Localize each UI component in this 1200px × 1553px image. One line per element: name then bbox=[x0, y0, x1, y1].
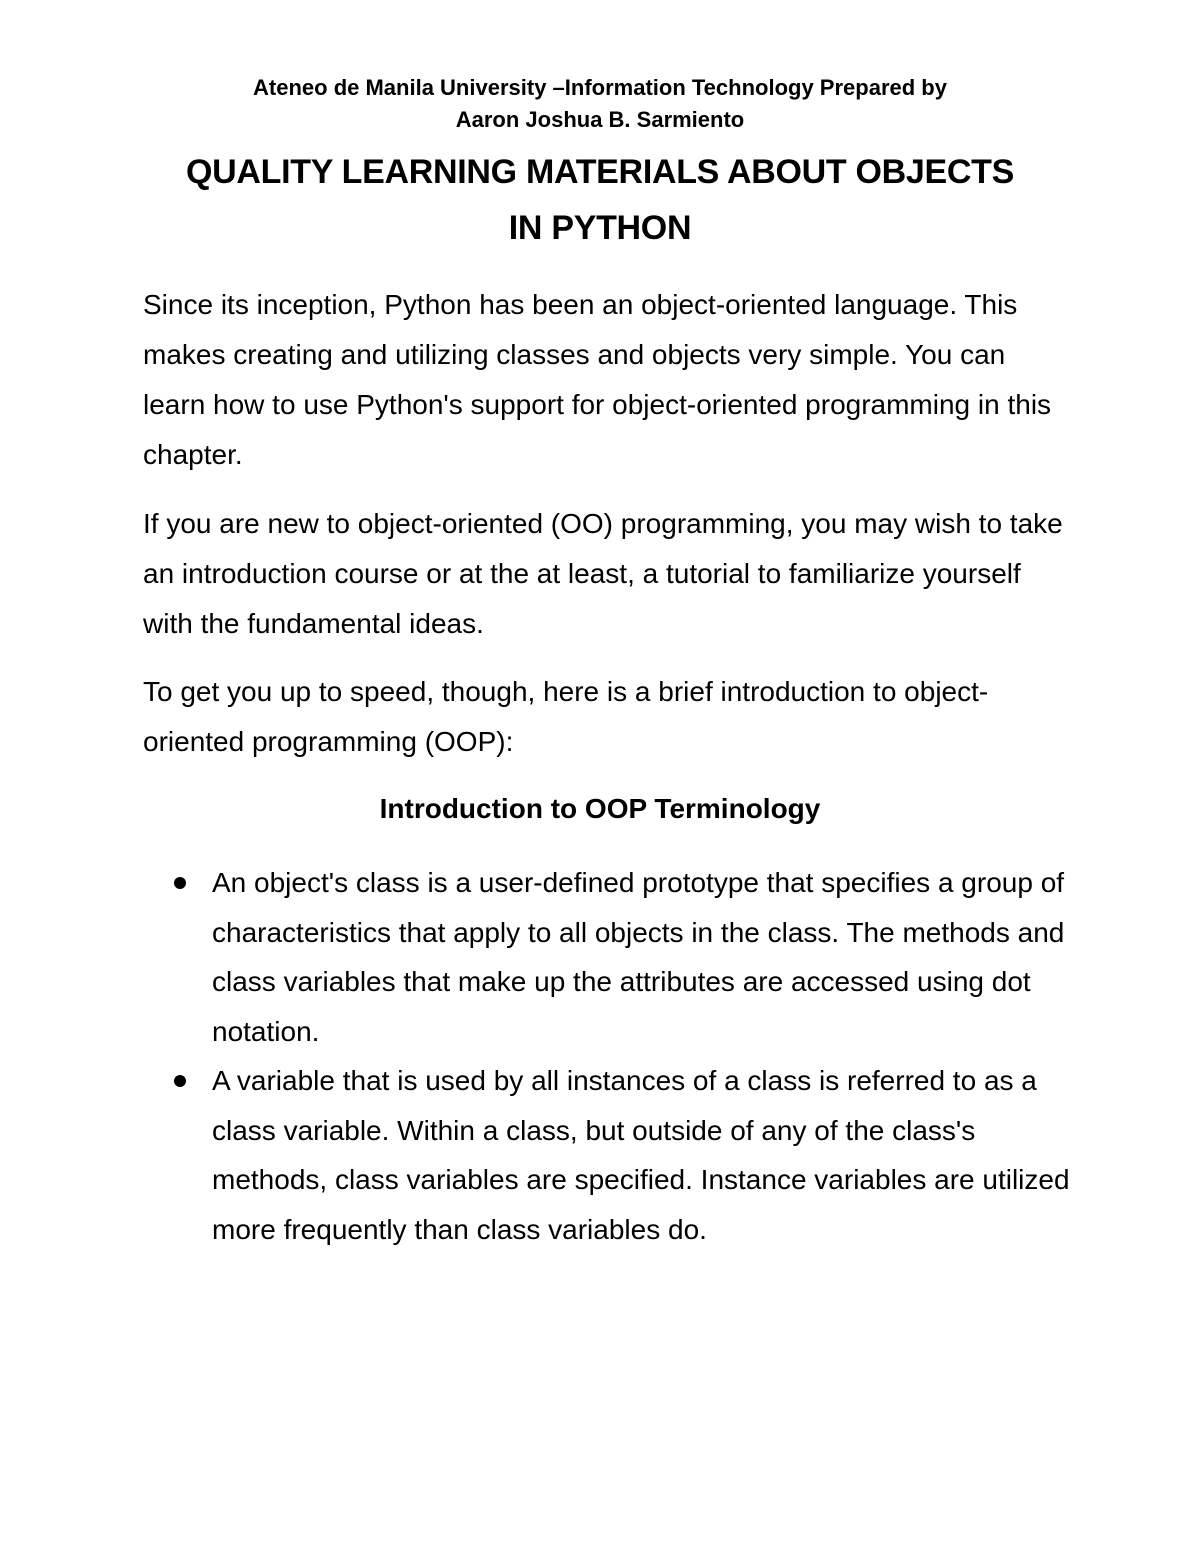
title-line-2: IN PYTHON bbox=[508, 209, 692, 247]
terminology-list bbox=[212, 858, 1072, 1254]
document-title bbox=[140, 144, 1060, 256]
paragraph-new-to-oo: If you are new to object-oriented (OO) programming, you may wish to take an introduction course or at the at least, a tutorial to familiarize yourself with the fundamental ideas. bbox=[143, 508, 1063, 639]
list-item bbox=[212, 1056, 1072, 1254]
list-item bbox=[212, 858, 1072, 1056]
bullet-icon bbox=[174, 1075, 186, 1087]
list-item-text: A variable that is used by all instances of a class is referred to as a class variable. Within a class, but outside of any of the class's methods, class variables are specified. Instance variables are utilized more frequently than class variables do. bbox=[212, 1065, 1070, 1245]
paragraph-intro: Since its inception, Python has been an object-oriented language. This makes creating and utilizing classes and objects very simple. You can learn how to use Python's support for object-oriented programming in this chapter. bbox=[143, 289, 1052, 470]
paragraph-brief-intro: To get you up to speed, though, here is a brief introduction to object-oriented programming (OOP): bbox=[143, 676, 989, 757]
section-heading: Introduction to OOP Terminology bbox=[379, 793, 821, 824]
header-line-2: Aaron Joshua B. Sarmiento bbox=[455, 107, 745, 132]
list-item-text: An object's class is a user-defined prototype that specifies a group of characteristics that apply to all objects in the class. The methods and class variables that make up the attributes are accessed using dot notation. bbox=[212, 867, 1065, 1047]
title-line-1: QUALITY LEARNING MATERIALS ABOUT OBJECTS bbox=[186, 153, 1014, 191]
header-line-1: Ateneo de Manila University –Information Technology Prepared by bbox=[253, 75, 947, 100]
bullet-icon bbox=[174, 877, 186, 889]
document-header bbox=[140, 72, 1060, 136]
